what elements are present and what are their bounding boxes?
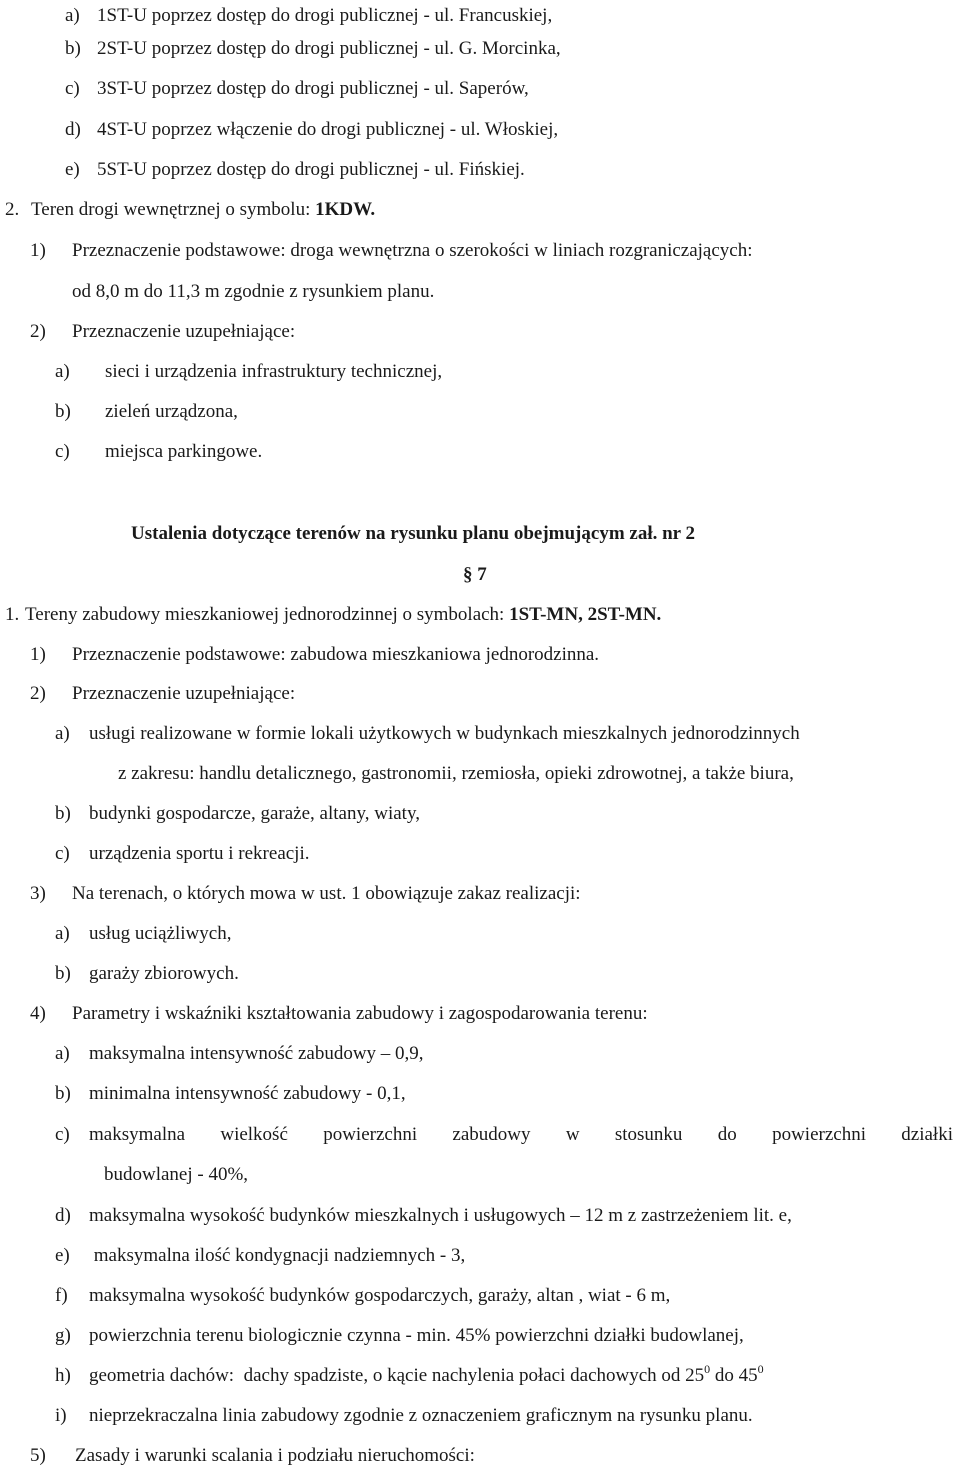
list-item — [55, 1123, 953, 1147]
item-symbol: 1KDW. — [315, 199, 376, 220]
list-text: sieci i urządzenia infrastruktury technicznej, — [105, 361, 443, 382]
list-text: 2ST-U poprzez dostęp do drogi publicznej - ul. G. Morcinka, — [97, 38, 561, 59]
list-item — [55, 962, 239, 986]
list-text: usługi realizowane w formie lokali użytkowych w budynkach mieszkalnych jednorodzinnych — [89, 723, 800, 744]
list-marker: a) — [55, 361, 70, 382]
list-marker: b) — [55, 401, 71, 422]
list-item — [55, 1284, 670, 1308]
paragraph — [30, 882, 581, 906]
item-text: Teren drogi wewnętrznej o symbolu: — [31, 199, 316, 220]
paragraph-marker: 1) — [30, 644, 46, 665]
section-heading: Ustalenia dotyczące terenów na rysunku planu obejmującym zał. nr 2 — [131, 523, 696, 544]
list-marker: c) — [55, 843, 70, 864]
list-marker: h) — [55, 1365, 71, 1386]
section-item — [5, 198, 375, 222]
list-text: maksymalna intensywność zabudowy – 0,9, — [89, 1043, 424, 1064]
paragraph — [30, 682, 295, 706]
paragraph-text: Zasady i warunki scalania i podziału nieruchomości: — [75, 1445, 475, 1466]
paragraph-marker: 3) — [30, 883, 46, 904]
list-item — [55, 722, 800, 746]
paragraph-text: Przeznaczenie podstawowe: droga wewnętrzna o szerokości w liniach rozgraniczających: — [72, 240, 753, 261]
list-text: 4ST-U poprzez włączenie do drogi publicznej - ul. Włoskiej, — [97, 119, 559, 140]
paragraph-continuation: od 8,0 m do 11,3 m zgodnie z rysunkiem planu. — [72, 281, 435, 302]
list-item — [55, 802, 420, 826]
list-item — [65, 77, 529, 101]
list-text: minimalna intensywność zabudowy - 0,1, — [89, 1083, 406, 1104]
list-text: garaży zbiorowych. — [89, 963, 239, 984]
list-item — [55, 360, 442, 384]
paragraph — [30, 1002, 648, 1026]
item-number: 2. — [5, 199, 20, 220]
list-text: 3ST-U poprzez dostęp do drogi publicznej - ul. Saperów, — [97, 78, 529, 99]
list-text: maksymalna ilość kondygnacji nadziemnych - 3, — [89, 1245, 466, 1266]
paragraph-text: Przeznaczenie uzupełniające: — [72, 683, 296, 704]
list-item — [55, 922, 231, 946]
list-text: maksymalna wysokość budynków mieszkalnych i usługowych – 12 m z zastrzeżeniem lit. e, — [89, 1205, 792, 1226]
list-item — [55, 1364, 764, 1388]
list-marker: a) — [65, 5, 80, 26]
list-item — [55, 440, 262, 464]
list-item — [55, 842, 310, 866]
paragraph — [30, 320, 295, 344]
list-item — [55, 1082, 406, 1106]
list-text: nieprzekraczalna linia zabudowy zgodnie z oznaczeniem graficznym na rysunku planu. — [89, 1405, 753, 1426]
paragraph — [30, 1444, 475, 1468]
list-marker: a) — [55, 1043, 70, 1064]
list-marker: b) — [55, 1083, 71, 1104]
list-marker: a) — [55, 723, 70, 744]
list-marker: c) — [65, 78, 80, 99]
list-marker: c) — [55, 1124, 70, 1145]
list-item — [55, 1404, 753, 1428]
list-marker: f) — [55, 1285, 68, 1306]
list-text: powierzchnia terenu biologicznie czynna - min. 45% powierzchni działki budowlanej, — [89, 1325, 744, 1346]
item-number: 1. — [5, 604, 20, 625]
list-text: maksymalna wysokość budynków gospodarczych, garaży, altan , wiat - 6 m, — [89, 1285, 671, 1306]
list-marker: d) — [55, 1205, 71, 1226]
paragraph-text: Parametry i wskaźniki kształtowania zabudowy i zagospodarowania terenu: — [72, 1003, 648, 1024]
list-continuation: budowlanej - 40%, — [104, 1164, 249, 1185]
list-item — [55, 1042, 424, 1066]
list-text: usług uciążliwych, — [89, 923, 232, 944]
list-text: urządzenia sportu i rekreacji. — [89, 843, 310, 864]
paragraph-marker: 4) — [30, 1003, 46, 1024]
degree-superscript: 0 — [757, 1362, 764, 1376]
list-text: 5ST-U poprzez dostęp do drogi publicznej - ul. Fińskiej. — [97, 159, 525, 180]
list-item — [65, 118, 558, 142]
list-item — [55, 1324, 744, 1348]
list-marker: e) — [65, 159, 80, 180]
paragraph-text: Przeznaczenie uzupełniające: — [72, 321, 296, 342]
paragraph-text: Przeznaczenie podstawowe: zabudowa mieszkaniowa jednorodzinna. — [72, 644, 600, 665]
list-text: do 45 — [710, 1365, 758, 1386]
list-item — [55, 400, 238, 424]
list-marker: e) — [55, 1245, 70, 1266]
item-symbols: 1ST-MN, 2ST-MN. — [509, 604, 662, 625]
section-item — [5, 603, 661, 627]
list-continuation: z zakresu: handlu detalicznego, gastronomii, rzemiosła, opieki zdrowotnej, a także biura, — [118, 763, 794, 784]
degree-superscript: 0 — [704, 1362, 711, 1376]
list-item — [55, 1244, 465, 1268]
paragraph-sign: § 7 — [463, 564, 487, 585]
paragraph-marker: 1) — [30, 240, 46, 261]
list-marker: b) — [55, 963, 71, 984]
list-text: zieleń urządzona, — [105, 401, 238, 422]
paragraph-marker: 2) — [30, 683, 46, 704]
list-marker: d) — [65, 119, 81, 140]
item-text: Tereny zabudowy mieszkaniowej jednorodzinnej o symbolach: — [25, 604, 510, 625]
paragraph-text: Na terenach, o których mowa w ust. 1 obowiązuje zakaz realizacji: — [72, 883, 581, 904]
list-item — [65, 4, 552, 28]
paragraph-marker: 5) — [30, 1445, 46, 1466]
list-item — [55, 1204, 792, 1228]
list-marker: b) — [55, 803, 71, 824]
list-item — [65, 158, 525, 182]
list-marker: i) — [55, 1405, 67, 1426]
list-text: 1ST-U poprzez dostęp do drogi publicznej - ul. Francuskiej, — [97, 5, 553, 26]
paragraph — [30, 239, 753, 263]
paragraph-marker: 2) — [30, 321, 46, 342]
list-marker: b) — [65, 38, 81, 59]
list-text: geometria dachów: dachy spadziste, o kącie nachylenia połaci dachowych od 25 — [89, 1365, 705, 1386]
list-marker: a) — [55, 923, 70, 944]
list-text: budynki gospodarcze, garaże, altany, wiaty, — [89, 803, 420, 824]
list-marker: g) — [55, 1325, 71, 1346]
list-item — [65, 37, 561, 61]
paragraph — [30, 643, 599, 667]
list-text: miejsca parkingowe. — [105, 441, 263, 462]
list-marker: c) — [55, 441, 70, 462]
list-text: maksymalna wielkość powierzchni zabudowy w stosunku do powierzchni działki — [89, 1124, 953, 1145]
